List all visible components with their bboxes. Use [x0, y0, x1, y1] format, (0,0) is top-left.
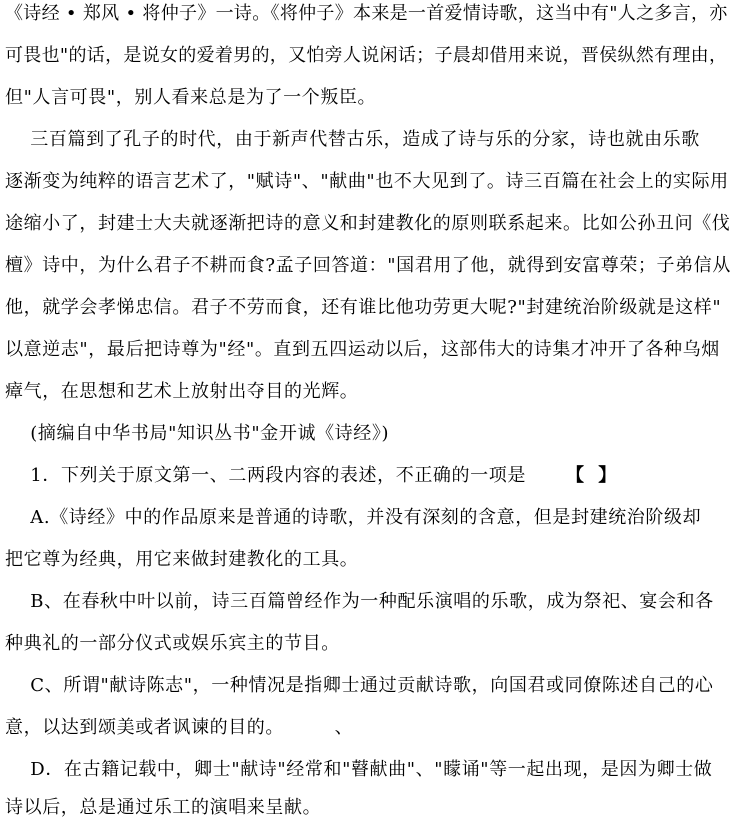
paragraph-2-line-5: 他，就学会孝悌忠信。君子不劳而食，还有谁比他功劳更大呢?"封建统治阶级就是这样" — [5, 297, 722, 318]
paragraph-2-line-6: 以意逆志"，最后把诗尊为"经"。直到五四运动以后，这部伟大的诗集才冲开了各种乌烟 — [5, 339, 720, 360]
option-a-line-2: 把它尊为经典，用它来做封建教化的工具。 — [5, 549, 359, 570]
paragraph-1-line-3: 但"人言可畏"，别人看来总是为了一个叛臣。 — [5, 87, 377, 108]
option-d-line-1: D．在古籍记载中，卿士"献诗"经常和"瞽献曲"、"矇诵"等一起出现，是因为卿士做 — [5, 759, 713, 780]
option-b-line-2: 种典礼的一部分仪式或娱乐宾主的节目。 — [5, 633, 340, 654]
paragraph-2-line-1: 三百篇到了孔子的时代，由于新声代替古乐，造成了诗与乐的分家，诗也就由乐歌 — [5, 129, 700, 150]
paragraph-2-line-4: 檀》诗中，为什么君子不耕而食?孟子回答道："国君用了他，就得到安富尊荣；子弟信从 — [5, 255, 731, 276]
source-citation: (摘编自中华书局"知识丛书"金开诚《诗经》) — [5, 423, 390, 444]
paragraph-1-line-2: 可畏也"的话，是说女的爱着男的，又怕旁人说闲话；子晨却借用来说，晋侯纵然有理由， — [5, 45, 728, 66]
option-c-line-2: 意，以达到颂美或者讽谏的目的。 、 — [5, 717, 354, 738]
paragraph-2-line-3: 途缩小了，封建士大夫就逐渐把诗的意义和封建教化的原则联系起来。比如公孙丑问《伐 — [5, 213, 731, 234]
paragraph-2-line-7: 瘴气，在思想和艺术上放射出夺目的光辉。 — [5, 381, 359, 402]
option-c-line-1: C、所谓"献诗陈志"，一种情况是指卿士通过贡献诗歌，向国君或同僚陈述自己的心 — [5, 675, 714, 696]
option-a-line-1: A.《诗经》中的作品原来是普通的诗歌，并没有深刻的含意，但是封建统治阶级却 — [5, 507, 702, 528]
paragraph-2-line-2: 逐渐变为纯粹的语言艺术了，"赋诗"、"献曲"也不大见到了。诗三百篇在社会上的实际用 — [5, 171, 729, 192]
question-stem-text: 1．下列关于原文第一、二两段内容的表述，不正确的一项是 — [5, 465, 526, 486]
answer-blank: 【 】 — [565, 465, 617, 486]
question-stem — [5, 465, 617, 487]
option-d-line-2: 诗以后，总是通过乐工的演唱来呈献。 — [5, 797, 322, 818]
paragraph-1-line-1: 《诗经 • 郑风 • 将仲子》一诗。《将仲子》本来是一首爱情诗歌，这当中有"人之多言，亦 — [5, 3, 728, 24]
option-b-line-1: B、在春秋中叶以前，诗三百篇曾经作为一种配乐演唱的乐歌，成为祭祀、宴会和各 — [5, 591, 714, 612]
